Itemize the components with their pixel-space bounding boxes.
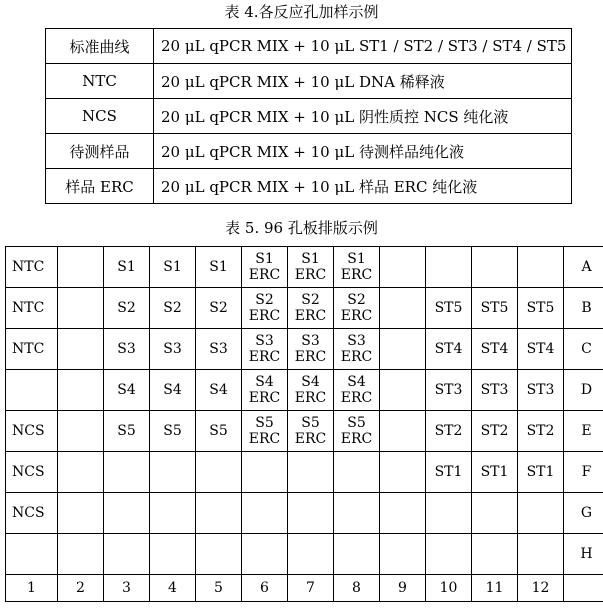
well-text-line: ST1 (434, 464, 463, 480)
plate-well-cell (242, 534, 288, 575)
well-text-line: NTC (12, 341, 45, 357)
well-text-line: ST1 (480, 464, 509, 480)
well-text-line: S1 (209, 259, 228, 275)
plate-well-cell (196, 247, 242, 288)
plate-well-cell (426, 288, 472, 329)
plate-column-label: 8 (334, 575, 380, 602)
plate-well-cell (150, 247, 196, 288)
plate-row (6, 247, 603, 288)
plate-well-cell (288, 452, 334, 493)
reaction-name-cell: NTC (46, 64, 154, 99)
well-text-line: ERC (340, 431, 373, 447)
plate-well-cell (104, 411, 150, 452)
plate-row (6, 452, 603, 493)
plate-well-cell (334, 288, 380, 329)
well-text-line: S3 (347, 333, 366, 349)
reaction-row (46, 169, 572, 204)
plate-well-cell (472, 370, 518, 411)
well-text-line: NCS (12, 423, 45, 439)
plate-well-cell (426, 493, 472, 534)
plate-well-cell (150, 452, 196, 493)
well-text-line: ST4 (526, 341, 555, 357)
plate-well-cell (334, 452, 380, 493)
well-text-line: S4 (209, 382, 228, 398)
plate-well-cell (518, 493, 564, 534)
well-text-line: S4 (163, 382, 182, 398)
plate-column-label: 5 (196, 575, 242, 602)
well-text-line: S2 (163, 300, 182, 316)
reaction-recipe-cell: 20 μL qPCR MIX + 10 μL 待测样品纯化液 (154, 134, 572, 169)
well-text-line: ST1 (526, 464, 555, 480)
well-text-line: ERC (340, 390, 373, 406)
reaction-recipe-cell: 20 μL qPCR MIX + 10 μL ST1 / ST2 / ST3 / ST4 / ST5 (154, 29, 572, 64)
plate-layout-table (5, 246, 603, 602)
plate-well-cell (518, 452, 564, 493)
well-text-line: S2 (117, 300, 136, 316)
plate-well-cell (334, 329, 380, 370)
plate-row (6, 288, 603, 329)
plate-column-label: 4 (150, 575, 196, 602)
well-text-line: S4 (255, 374, 274, 390)
plate-well-cell (58, 329, 104, 370)
well-text-line: ERC (294, 390, 327, 406)
plate-row (6, 493, 603, 534)
plate-well-cell (242, 493, 288, 534)
plate-well-cell (518, 288, 564, 329)
well-text-line: S2 (301, 292, 320, 308)
plate-well-cell (472, 534, 518, 575)
well-text-line: ST2 (434, 423, 463, 439)
plate-well-cell (472, 411, 518, 452)
plate-well-cell (380, 452, 426, 493)
plate-well-cell (518, 329, 564, 370)
well-text-line: ERC (294, 431, 327, 447)
plate-row-label: D (564, 370, 603, 411)
reaction-row (46, 64, 572, 99)
plate-well-cell (150, 329, 196, 370)
well-text-line: ERC (340, 267, 373, 283)
plate-well-cell (196, 411, 242, 452)
plate-well-cell (518, 411, 564, 452)
plate-row-label: G (564, 493, 603, 534)
plate-well-cell (104, 329, 150, 370)
well-text-line: ST2 (480, 423, 509, 439)
plate-column-labels (6, 575, 603, 602)
well-text-line: ST3 (480, 382, 509, 398)
plate-well-cell (58, 247, 104, 288)
well-text-line: S5 (163, 423, 182, 439)
plate-column-label (564, 575, 603, 602)
reaction-row (46, 134, 572, 169)
plate-well-cell (380, 247, 426, 288)
well-text-line: ST3 (434, 382, 463, 398)
well-text-line: ST5 (480, 300, 509, 316)
plate-row-label: F (564, 452, 603, 493)
plate-well-cell (426, 247, 472, 288)
plate-well-cell (334, 493, 380, 534)
well-text-line: NCS (12, 505, 45, 521)
plate-well-cell (380, 411, 426, 452)
well-text-line: S1 (117, 259, 136, 275)
plate-well-cell (242, 370, 288, 411)
plate-column-label: 7 (288, 575, 334, 602)
plate-well-cell (426, 370, 472, 411)
plate-row (6, 411, 603, 452)
plate-row-label: A (564, 247, 603, 288)
well-text-line: ERC (294, 267, 327, 283)
plate-well-cell (472, 452, 518, 493)
plate-well-cell (196, 370, 242, 411)
plate-well-cell (58, 493, 104, 534)
well-text-line: ERC (248, 349, 281, 365)
well-text-line: S3 (301, 333, 320, 349)
plate-well-cell (288, 288, 334, 329)
plate-well-cell (472, 288, 518, 329)
reaction-name-cell: NCS (46, 99, 154, 134)
plate-well-cell (288, 534, 334, 575)
well-text-line: S5 (347, 415, 366, 431)
plate-row (6, 329, 603, 370)
plate-well-cell (196, 534, 242, 575)
table5-caption: 表 5. 96 孔板排版示例 (225, 219, 378, 237)
well-text-line: S5 (255, 415, 274, 431)
plate-column-label: 10 (426, 575, 472, 602)
reaction-recipe-cell: 20 μL qPCR MIX + 10 μL 样品 ERC 纯化液 (154, 169, 572, 204)
plate-row-label: H (564, 534, 603, 575)
plate-column-label: 11 (472, 575, 518, 602)
plate-well-cell (380, 534, 426, 575)
well-text-line: ST5 (526, 300, 555, 316)
well-text-line: ST4 (480, 341, 509, 357)
plate-well-cell (380, 288, 426, 329)
well-text-line: S3 (255, 333, 274, 349)
plate-well-cell (58, 534, 104, 575)
well-text-line: S2 (255, 292, 274, 308)
plate-well-cell (6, 329, 58, 370)
plate-well-cell (334, 247, 380, 288)
plate-well-cell (472, 247, 518, 288)
plate-well-cell (472, 329, 518, 370)
plate-well-cell (58, 411, 104, 452)
well-text-line: S4 (301, 374, 320, 390)
plate-well-cell (288, 411, 334, 452)
reaction-setup-table (45, 28, 572, 204)
reaction-row (46, 29, 572, 64)
reaction-name-cell: 待测样品 (46, 134, 154, 169)
plate-well-cell (6, 534, 58, 575)
table4-caption: 表 4.各反应孔加样示例 (224, 3, 379, 21)
plate-well-cell (6, 452, 58, 493)
well-text-line: ERC (248, 431, 281, 447)
well-text-line: ST4 (434, 341, 463, 357)
well-text-line: S4 (117, 382, 136, 398)
plate-well-cell (242, 288, 288, 329)
well-text-line: ERC (340, 349, 373, 365)
plate-well-cell (6, 493, 58, 534)
plate-column-label: 9 (380, 575, 426, 602)
well-text-line: S2 (209, 300, 228, 316)
plate-well-cell (334, 534, 380, 575)
plate-well-cell (196, 329, 242, 370)
well-text-line: S1 (163, 259, 182, 275)
plate-well-cell (6, 370, 58, 411)
well-text-line: S3 (209, 341, 228, 357)
plate-well-cell (104, 452, 150, 493)
plate-well-cell (6, 247, 58, 288)
plate-well-cell (288, 493, 334, 534)
plate-column-label: 1 (6, 575, 58, 602)
well-text-line: S5 (209, 423, 228, 439)
plate-well-cell (6, 288, 58, 329)
plate-well-cell (150, 411, 196, 452)
plate-row-label: E (564, 411, 603, 452)
plate-well-cell (380, 493, 426, 534)
well-text-line: ST5 (434, 300, 463, 316)
well-text-line: S1 (301, 251, 320, 267)
plate-well-cell (104, 288, 150, 329)
plate-well-cell (196, 452, 242, 493)
well-text-line: ERC (294, 349, 327, 365)
plate-column-label: 2 (58, 575, 104, 602)
reaction-name-cell: 标准曲线 (46, 29, 154, 64)
well-text-line: S1 (347, 251, 366, 267)
well-text-line: ST2 (526, 423, 555, 439)
plate-well-cell (104, 493, 150, 534)
plate-well-cell (150, 493, 196, 534)
plate-well-cell (58, 288, 104, 329)
plate-well-cell (196, 288, 242, 329)
plate-well-cell (426, 452, 472, 493)
well-text-line: S5 (117, 423, 136, 439)
plate-well-cell (242, 329, 288, 370)
well-text-line: S4 (347, 374, 366, 390)
reaction-row (46, 99, 572, 134)
well-text-line: ERC (248, 267, 281, 283)
plate-well-cell (334, 411, 380, 452)
plate-well-cell (150, 370, 196, 411)
well-text-line: S5 (301, 415, 320, 431)
plate-well-cell (150, 288, 196, 329)
plate-column-label: 12 (518, 575, 564, 602)
plate-well-cell (518, 534, 564, 575)
plate-well-cell (242, 452, 288, 493)
reaction-name-cell: 样品 ERC (46, 169, 154, 204)
plate-row (6, 370, 603, 411)
plate-well-cell (104, 534, 150, 575)
plate-well-cell (150, 534, 196, 575)
plate-column-label: 6 (242, 575, 288, 602)
plate-well-cell (288, 370, 334, 411)
plate-well-cell (518, 247, 564, 288)
plate-well-cell (426, 411, 472, 452)
plate-well-cell (288, 329, 334, 370)
plate-well-cell (472, 493, 518, 534)
plate-row-label: B (564, 288, 603, 329)
plate-well-cell (334, 370, 380, 411)
well-text-line: ERC (294, 308, 327, 324)
plate-well-cell (196, 493, 242, 534)
well-text-line: S1 (255, 251, 274, 267)
well-text-line: S3 (117, 341, 136, 357)
well-text-line: NTC (12, 259, 45, 275)
plate-well-cell (242, 411, 288, 452)
plate-well-cell (104, 370, 150, 411)
plate-well-cell (426, 329, 472, 370)
plate-column-label: 3 (104, 575, 150, 602)
plate-well-cell (380, 329, 426, 370)
well-text-line: ERC (248, 308, 281, 324)
well-text-line: NTC (12, 300, 45, 316)
plate-well-cell (6, 411, 58, 452)
well-text-line: ST3 (526, 382, 555, 398)
well-text-line: S2 (347, 292, 366, 308)
plate-well-cell (104, 247, 150, 288)
plate-well-cell (426, 534, 472, 575)
plate-well-cell (380, 370, 426, 411)
plate-well-cell (58, 452, 104, 493)
well-text-line: ERC (340, 308, 373, 324)
well-text-line: S3 (163, 341, 182, 357)
plate-well-cell (58, 370, 104, 411)
reaction-recipe-cell: 20 μL qPCR MIX + 10 μL 阴性质控 NCS 纯化液 (154, 99, 572, 134)
well-text-line: NCS (12, 464, 45, 480)
reaction-recipe-cell: 20 μL qPCR MIX + 10 μL DNA 稀释液 (154, 64, 572, 99)
plate-well-cell (242, 247, 288, 288)
well-text-line: ERC (248, 390, 281, 406)
plate-row (6, 534, 603, 575)
plate-row-label: C (564, 329, 603, 370)
plate-well-cell (518, 370, 564, 411)
plate-well-cell (288, 247, 334, 288)
